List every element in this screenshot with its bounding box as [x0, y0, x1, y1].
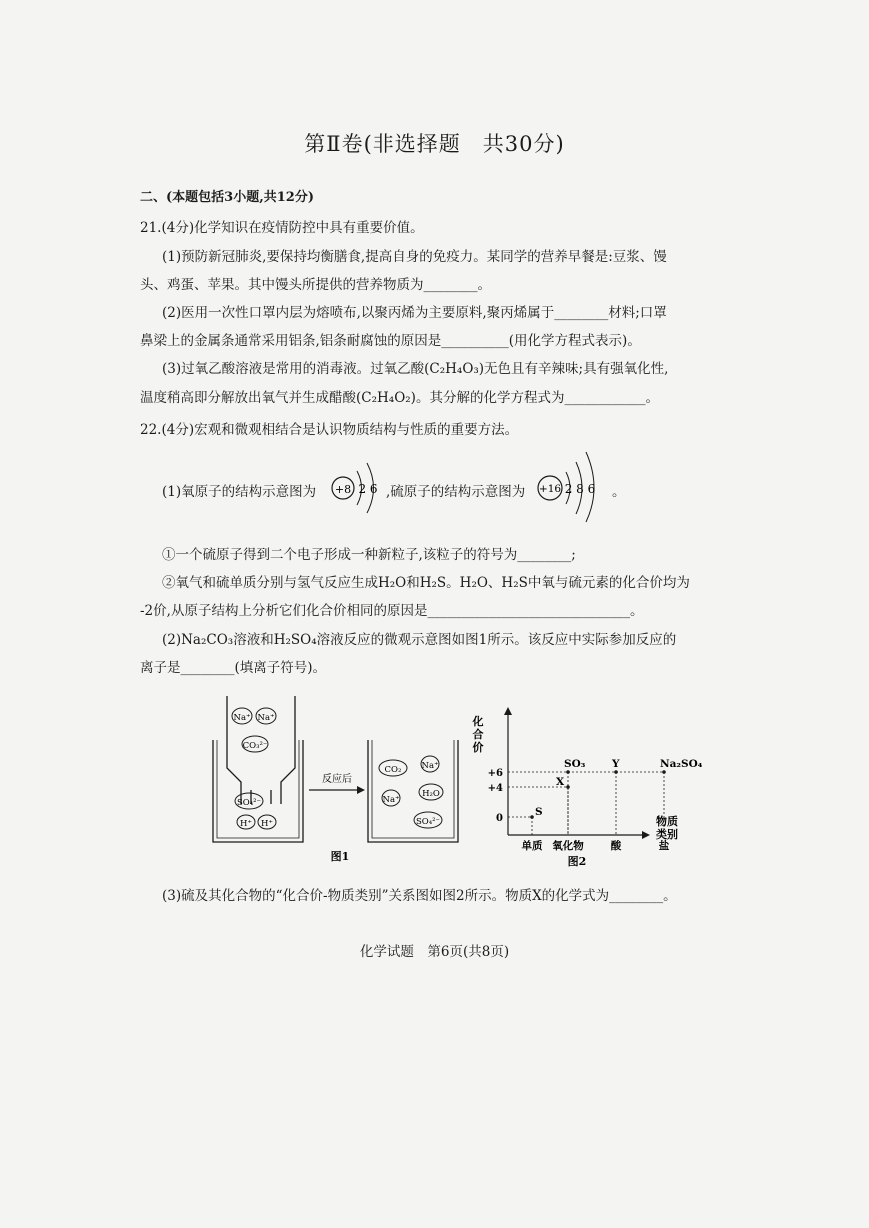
- fig2-y-arrow: [504, 707, 512, 715]
- figure-1-caption: 图1: [330, 850, 350, 863]
- q22-sub2-line1: ②氧气和硫单质分别与氢气反应生成H₂O和H₂S。H₂O、H₂S中氧与硫元素的化合价均为: [162, 575, 690, 591]
- beaker-ion-h-2: H⁺: [261, 819, 273, 829]
- oxygen-shells: 2 6: [358, 482, 378, 496]
- fig2-point-label-2: SO₃: [564, 758, 586, 770]
- dropper-ion-na-2: Na⁺: [257, 713, 275, 723]
- q21-stem: 21.(4分)化学知识在疫情防控中具有重要价值。: [140, 220, 424, 236]
- beaker-ion-so4: SO₄²⁻: [236, 798, 262, 808]
- dropper-ion-co3: CO₃²⁻: [242, 741, 268, 751]
- q22-sub1: ①一个硫原子得到二个电子形成一种新粒子,该粒子的符号为________;: [162, 547, 576, 563]
- page-footer: 化学试题 第6页(共8页): [359, 944, 510, 960]
- fig2-x-tick-2: 酸: [610, 840, 622, 852]
- oxygen-nucleus: +8: [334, 483, 352, 496]
- reaction-arrow-label: 反应后: [322, 774, 352, 785]
- q21-part2-line1: (2)医用一次性口罩内层为熔喷布,以聚丙烯为主要原料,聚丙烯属于________材料;口罩: [162, 305, 667, 321]
- fig2-y-tick-1: +4: [487, 783, 503, 794]
- fig2-y-tick-2: 0: [496, 813, 503, 824]
- q21-part3-line1: (3)过氧乙酸溶液是常用的消毒液。过氧乙酸(C₂H₄O₃)无色且有辛辣味;具有强氧化性,: [162, 361, 669, 377]
- fig2-point-label-3: Y: [612, 758, 620, 770]
- q21-part1-line2: 头、鸡蛋、苹果。其中馒头所提供的营养物质为________。: [140, 277, 491, 293]
- fig2-point-label-1: X: [556, 776, 565, 788]
- fig2-x-tick-0: 单质: [521, 840, 543, 852]
- beaker-ion-h-1: H⁺: [240, 819, 252, 829]
- fig2-point-label-4: Na₂SO₄: [660, 758, 703, 770]
- fig2-point-2: [566, 770, 570, 774]
- product-so4: SO₄²⁻: [415, 817, 441, 827]
- product-na-2: Na⁺: [382, 795, 400, 805]
- q21-part1-line1: (1)预防新冠肺炎,要保持均衡膳食,提高自身的免疫力。某同学的营养早餐是:豆浆、馒: [162, 249, 667, 265]
- fig2-y-tick-0: +6: [487, 768, 503, 779]
- fig2-point-3: [614, 770, 618, 774]
- q22-part2-line2: 离子是________(填离子符号)。: [140, 660, 327, 676]
- product-h2o: H₂O: [422, 789, 440, 799]
- figure-2-caption: 图2: [567, 855, 587, 868]
- q22-stem: 22.(4分)宏观和微观相结合是认识物质结构与性质的重要方法。: [140, 422, 519, 438]
- fig2-x-tick-3: 盐: [658, 840, 670, 852]
- sulfur-nucleus: +16: [538, 483, 562, 495]
- sulfur-shells: 2 8 6: [564, 482, 596, 496]
- fig2-x-arrow: [642, 831, 650, 839]
- figure-2: [470, 705, 703, 870]
- q22-part1-middle: ,硫原子的结构示意图为: [386, 484, 526, 500]
- dropper-ion-na-1: Na⁺: [233, 713, 251, 723]
- fig2-point-0: [530, 815, 534, 819]
- figure-1: [205, 692, 475, 867]
- fig2-ylabel: 化合价: [472, 715, 484, 754]
- fig2-point-4: [662, 770, 666, 774]
- fig2-x-tick-1: 氧化物: [552, 840, 584, 852]
- section-heading: 二、(本题包括3小题,共12分): [140, 190, 314, 205]
- oxygen-atom-diagram: [330, 455, 386, 523]
- q22-part3: (3)硫及其化合物的“化合价-物质类别”关系图如图2所示。物质X的化学式为________。: [162, 888, 677, 904]
- page-title: 第Ⅱ卷(非选择题 共30分): [304, 132, 565, 156]
- q22-part2-line1: (2)Na₂CO₃溶液和H₂SO₄溶液反应的微观示意图如图1所示。该反应中实际参加反应的: [162, 632, 677, 648]
- q22-sub2-line2: -2价,从原子结构上分析它们化合价相同的原因是______________________________。: [140, 603, 644, 619]
- fig2-xlabel: 物质类别: [656, 815, 678, 841]
- q22-part1-prefix: (1)氧原子的结构示意图为: [162, 484, 317, 500]
- q21-part3-line2: 温度稍高即分解放出氧气并生成醋酸(C₂H₄O₂)。其分解的化学方程式为____________。: [140, 390, 659, 406]
- product-co2: CO₂: [384, 765, 402, 775]
- product-na-1: Na⁺: [421, 761, 439, 771]
- q22-part1-end: 。: [612, 484, 626, 500]
- sulfur-atom-diagram: [536, 446, 612, 524]
- q21-part2-line2: 鼻梁上的金属条通常采用铝条,铝条耐腐蚀的原因是__________(用化学方程式表示)。: [140, 333, 641, 349]
- fig2-point-label-0: S: [535, 806, 543, 818]
